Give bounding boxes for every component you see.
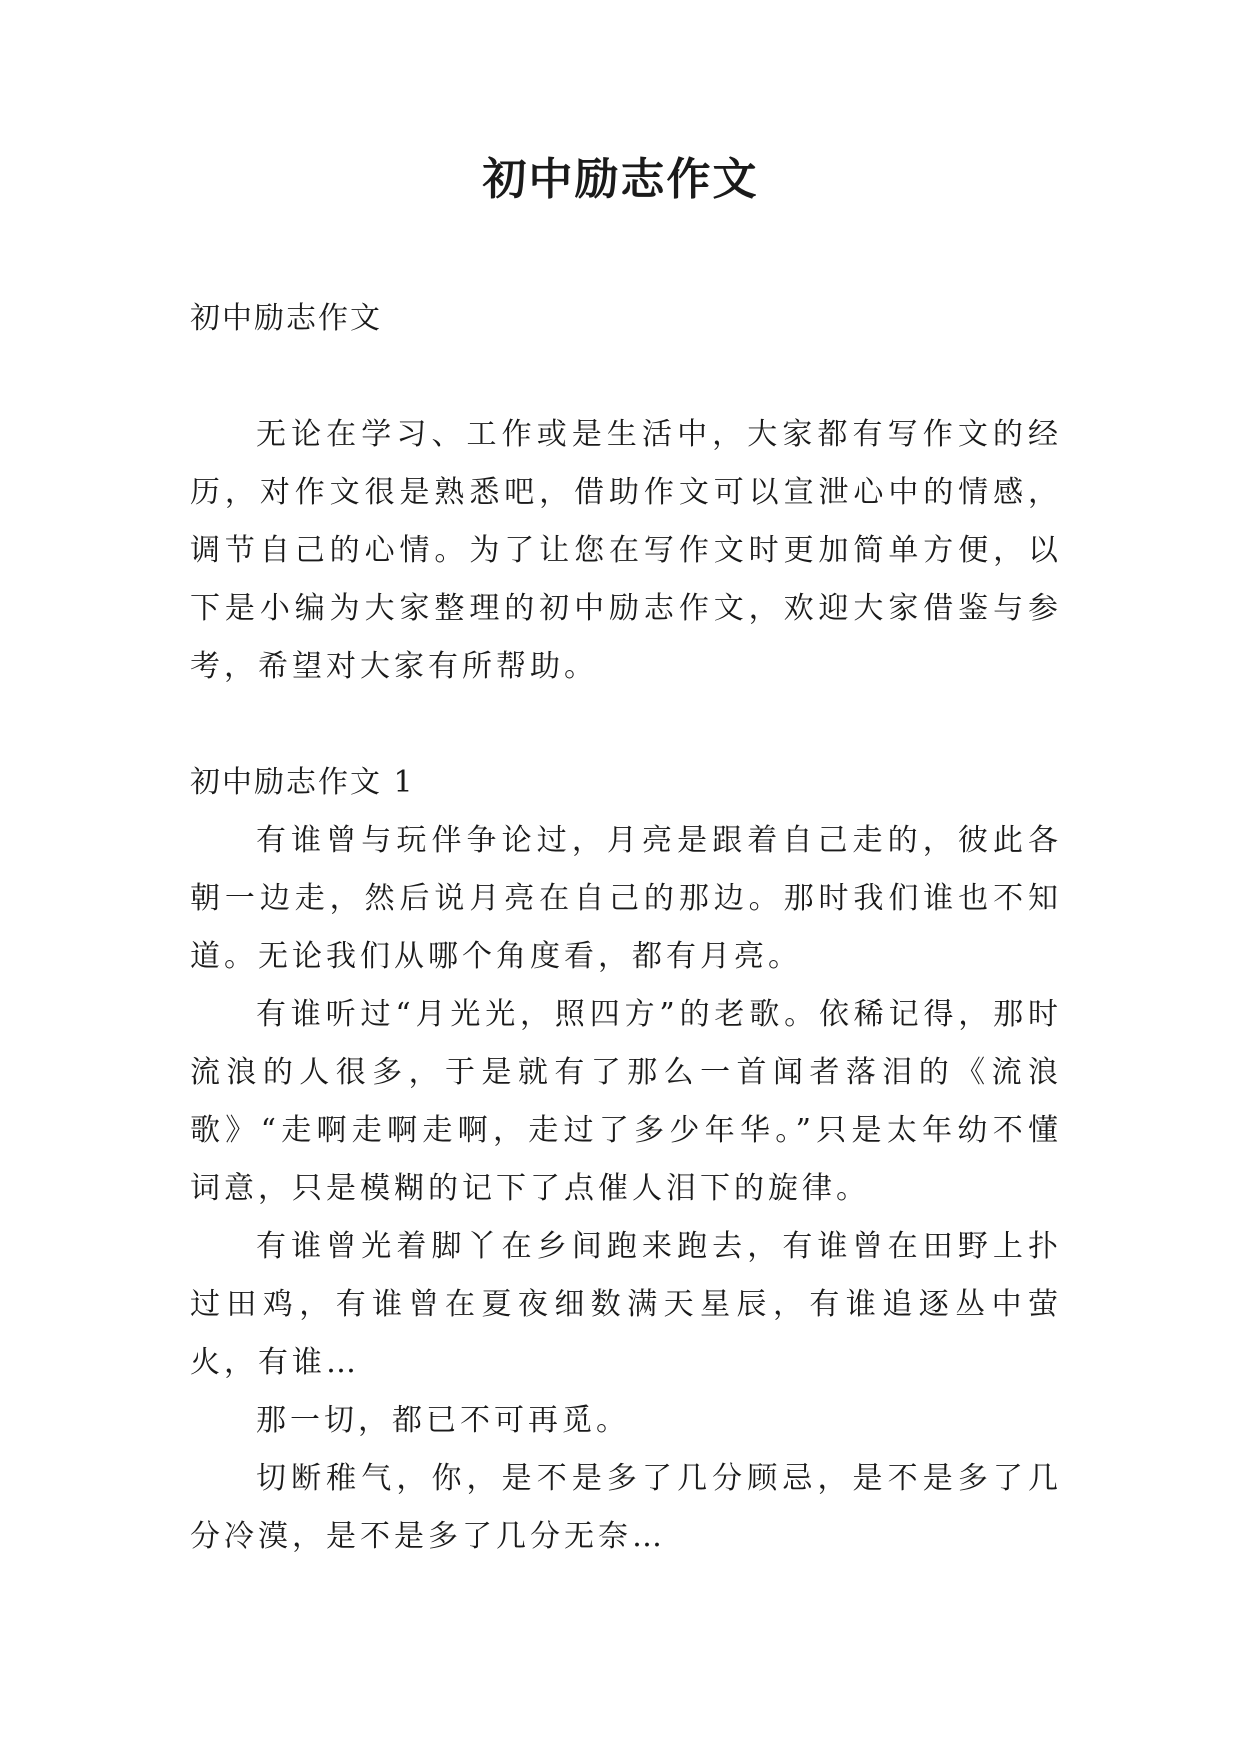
document-subtitle: 初中励志作文 (190, 301, 382, 336)
document-title: 初中励志作文 (482, 154, 759, 205)
document-body (190, 290, 1062, 1566)
body-paragraph: 那一切，都已不可再觅。 (256, 1403, 630, 1438)
body-paragraph: 切断稚气，你，是不是多了几分顾忌，是不是多了几分冷漠，是不是多了几分无奈… (190, 1461, 1062, 1554)
body-paragraph: 有谁听过“月光光，照四方”的老歌。依稀记得，那时流浪的人很多，于是就有了那么一首闻者落泪的《流浪歌》“走啊走啊走啊，走过了多少年华。”只是太年幼不懂词意，只是模糊的记下了点催人泪下的旋律。 (190, 997, 1062, 1206)
body-paragraph: 有谁曾光着脚丫在乡间跑来跑去，有谁曾在田野上扑过田鸡，有谁曾在夏夜细数满天星辰，有谁追逐丛中萤火，有谁… (190, 1229, 1062, 1380)
section-heading: 初中励志作文 1 (190, 765, 415, 800)
intro-paragraph: 无论在学习、工作或是生活中，大家都有写作文的经历，对作文很是熟悉吧，借助作文可以宣泄心中的情感，调节自己的心情。为了让您在写作文时更加简单方便，以下是小编为大家整理的初中励志作文，欢迎大家借鉴与参考，希望对大家有所帮助。 (190, 417, 1062, 684)
body-paragraph: 有谁曾与玩伴争论过，月亮是跟着自己走的，彼此各朝一边走，然后说月亮在自己的那边。那时我们谁也不知道。无论我们从哪个角度看，都有月亮。 (190, 823, 1062, 974)
